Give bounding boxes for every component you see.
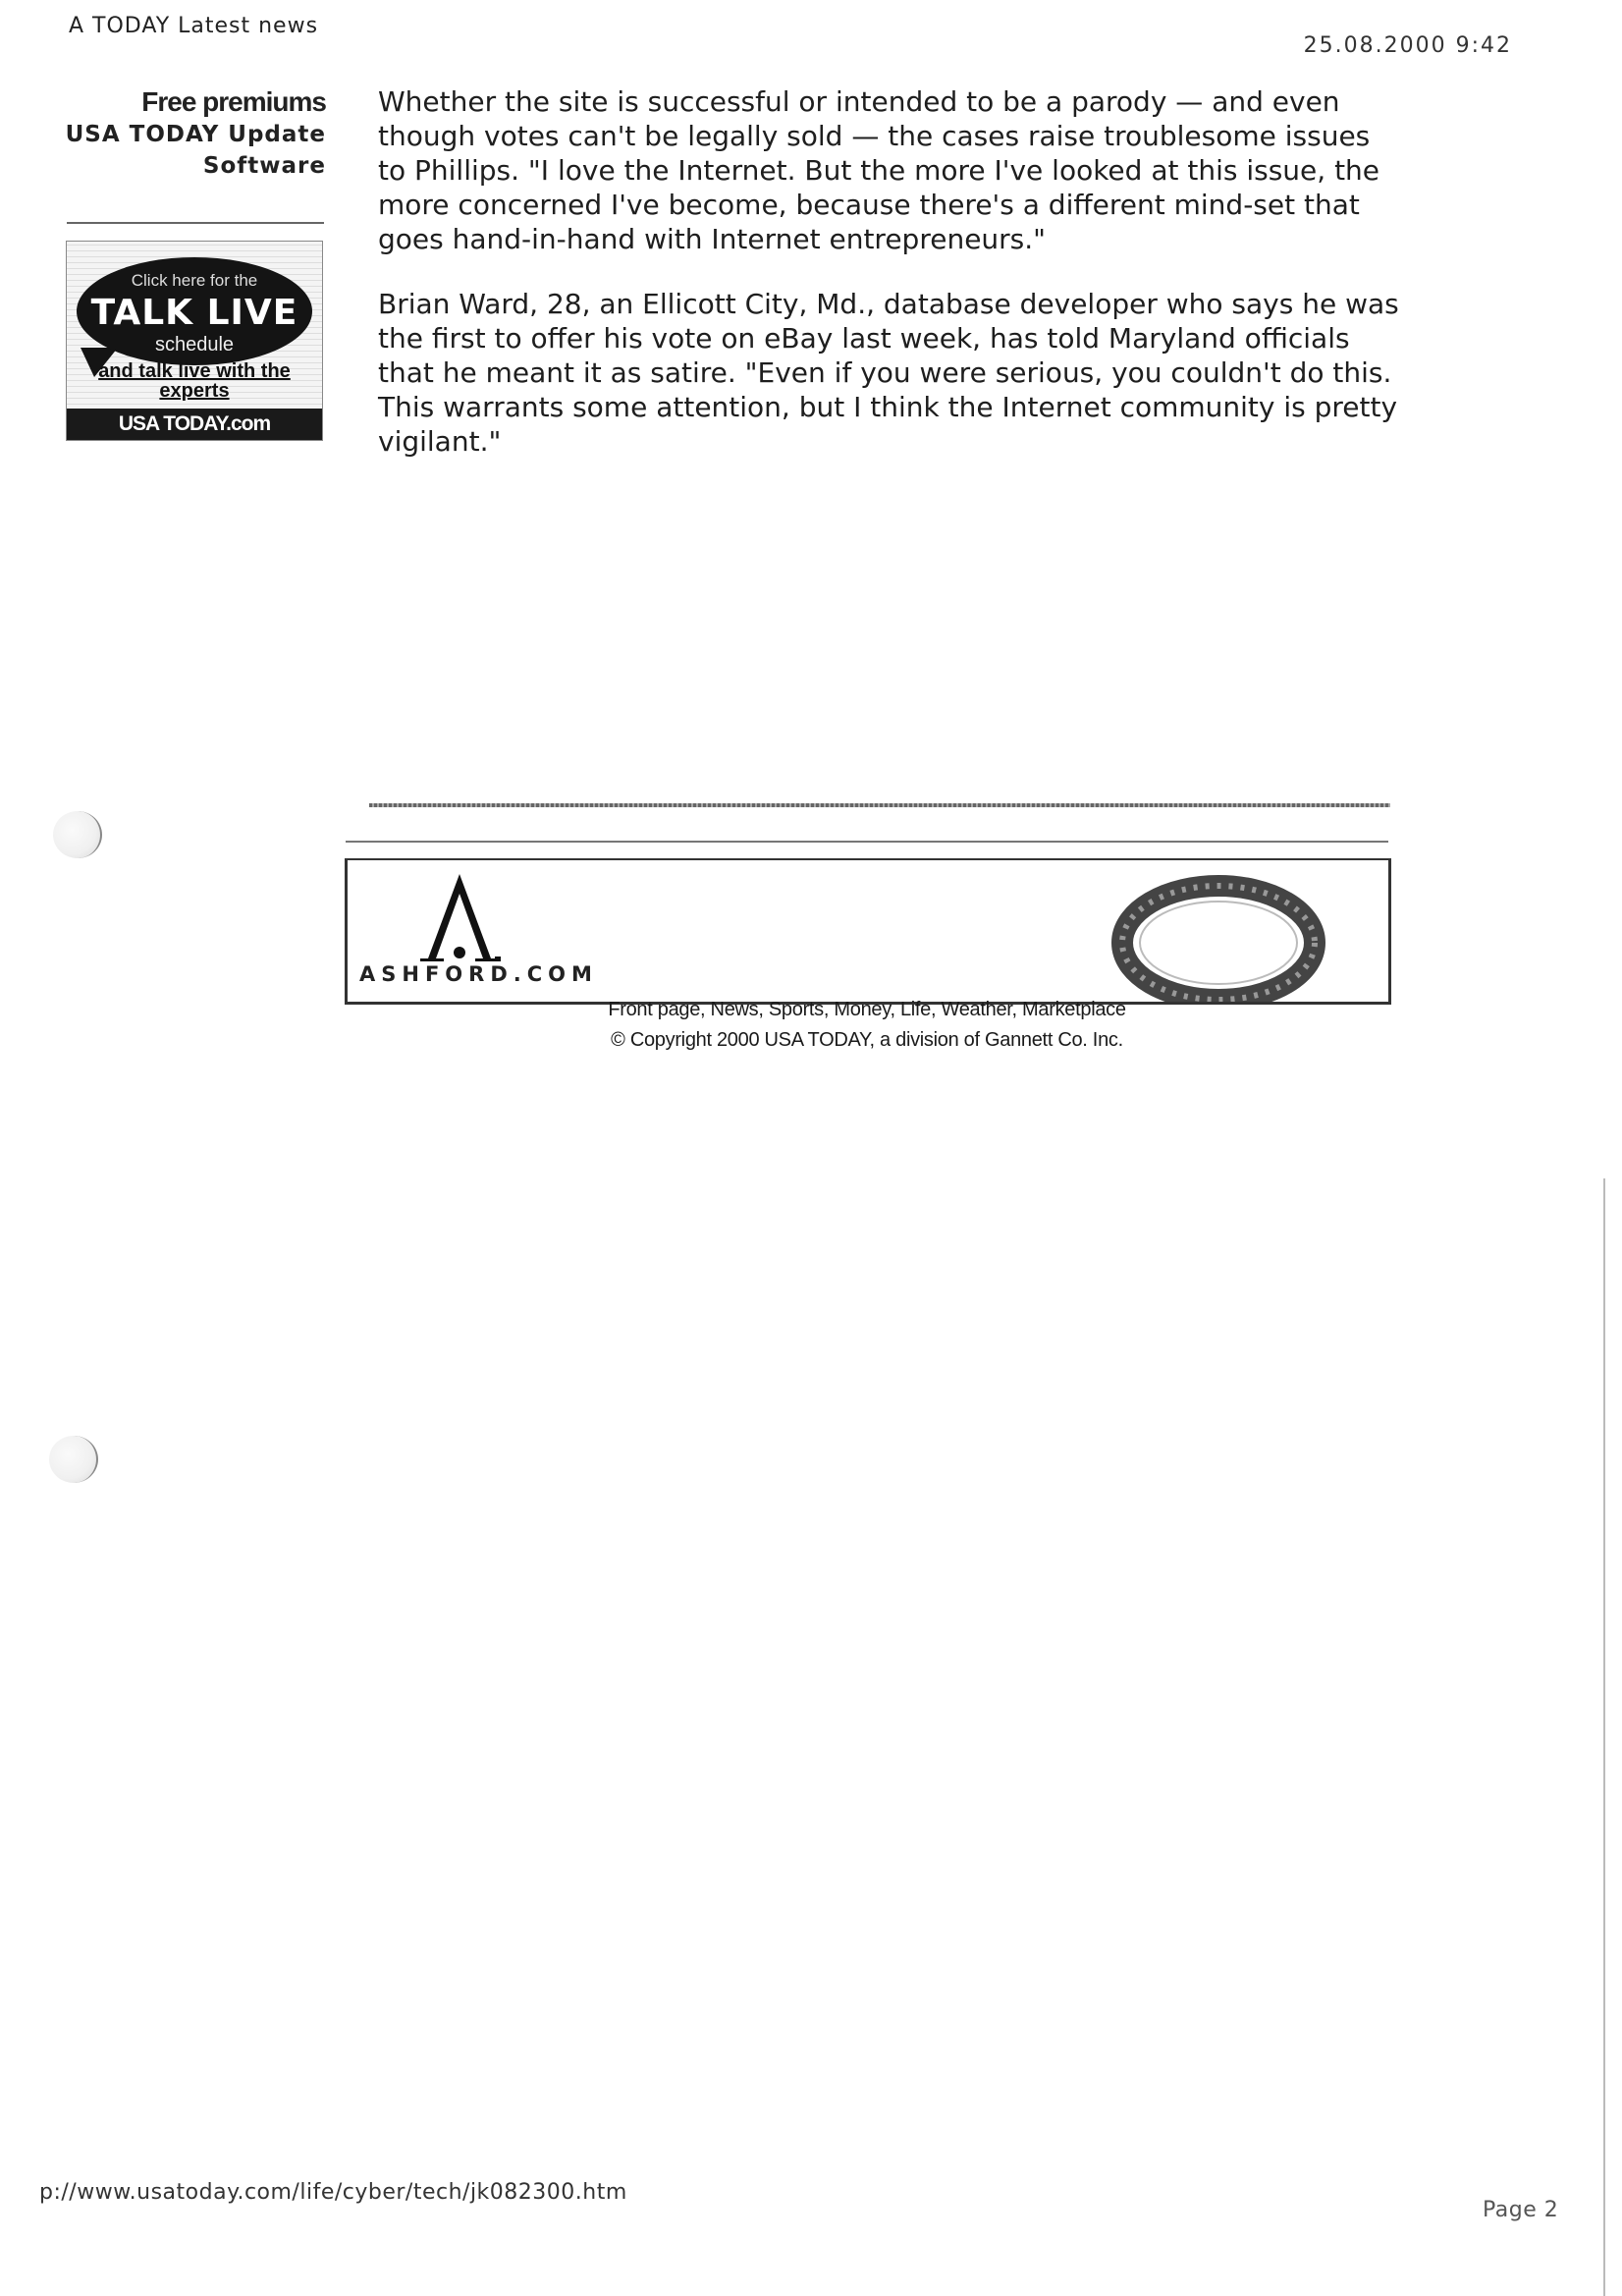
talk-ad-click-text: Click here for the xyxy=(131,271,258,290)
talk-live-ad-banner[interactable] xyxy=(66,241,323,441)
punch-hole xyxy=(49,1436,98,1483)
talk-ad-schedule: schedule xyxy=(154,334,235,355)
article-paragraph: Brian Ward, 28, an Ellicott City, Md., database developer who says he was the first to offer his vote on eBay last week, has told Maryland officials that he meant it as satire. "Even if you were serious, you couldn't do this. This warrants some attention, but I think the Internet community is pretty vigilant." xyxy=(378,288,1399,458)
section-divider xyxy=(369,803,1390,807)
sidebar-divider xyxy=(67,222,324,224)
ashford-ad-banner[interactable] xyxy=(345,858,1391,1005)
talk-ad-title: TALK LIVE xyxy=(90,293,298,333)
header-site-title: A TODAY Latest news xyxy=(69,14,319,38)
page-url: p://www.usatoday.com/life/cyber/tech/jk082300.htm xyxy=(39,2180,627,2205)
ashford-logo-icon xyxy=(418,870,501,964)
copyright-notice: © Copyright 2000 USA TODAY, a division of Gannett Co. Inc. xyxy=(611,1029,1123,1051)
speech-bubble xyxy=(77,257,312,365)
section-divider xyxy=(346,841,1388,843)
sidebar-link-usa-today-update[interactable]: USA TODAY Update xyxy=(65,122,326,147)
talk-ad-brand-text: USA TODAY.com xyxy=(118,412,271,435)
punch-hole xyxy=(53,811,102,858)
print-timestamp: 25.08.2000 9:42 xyxy=(1303,33,1512,58)
usatoday-logo xyxy=(67,409,322,440)
ring-icon xyxy=(1096,864,1331,1002)
scan-edge-line xyxy=(1603,1178,1605,2296)
page-number: Page 2 xyxy=(1483,2198,1559,2222)
talk-ad-subtext: and talk live with the experts xyxy=(98,360,291,402)
sidebar-link-software[interactable]: Software xyxy=(202,153,326,179)
article-paragraph: Whether the site is successful or intended to be a parody — and even though votes can't be legally sold — the cases raise troublesome issues to Phillips. "I love the Internet. But the more I've looked at this issue, the more concerned I've become, because there's a different mind-set that goes hand-in-hand with Internet entrepreneurs." xyxy=(378,85,1380,255)
ashford-wordmark: ASHFORD.COM xyxy=(359,962,598,986)
footer-nav-links[interactable]: Front page, News, Sports, Money, Life, Weather, Marketplace xyxy=(608,999,1126,1020)
sidebar-link-free-premiums[interactable]: Free premiums xyxy=(141,86,326,117)
